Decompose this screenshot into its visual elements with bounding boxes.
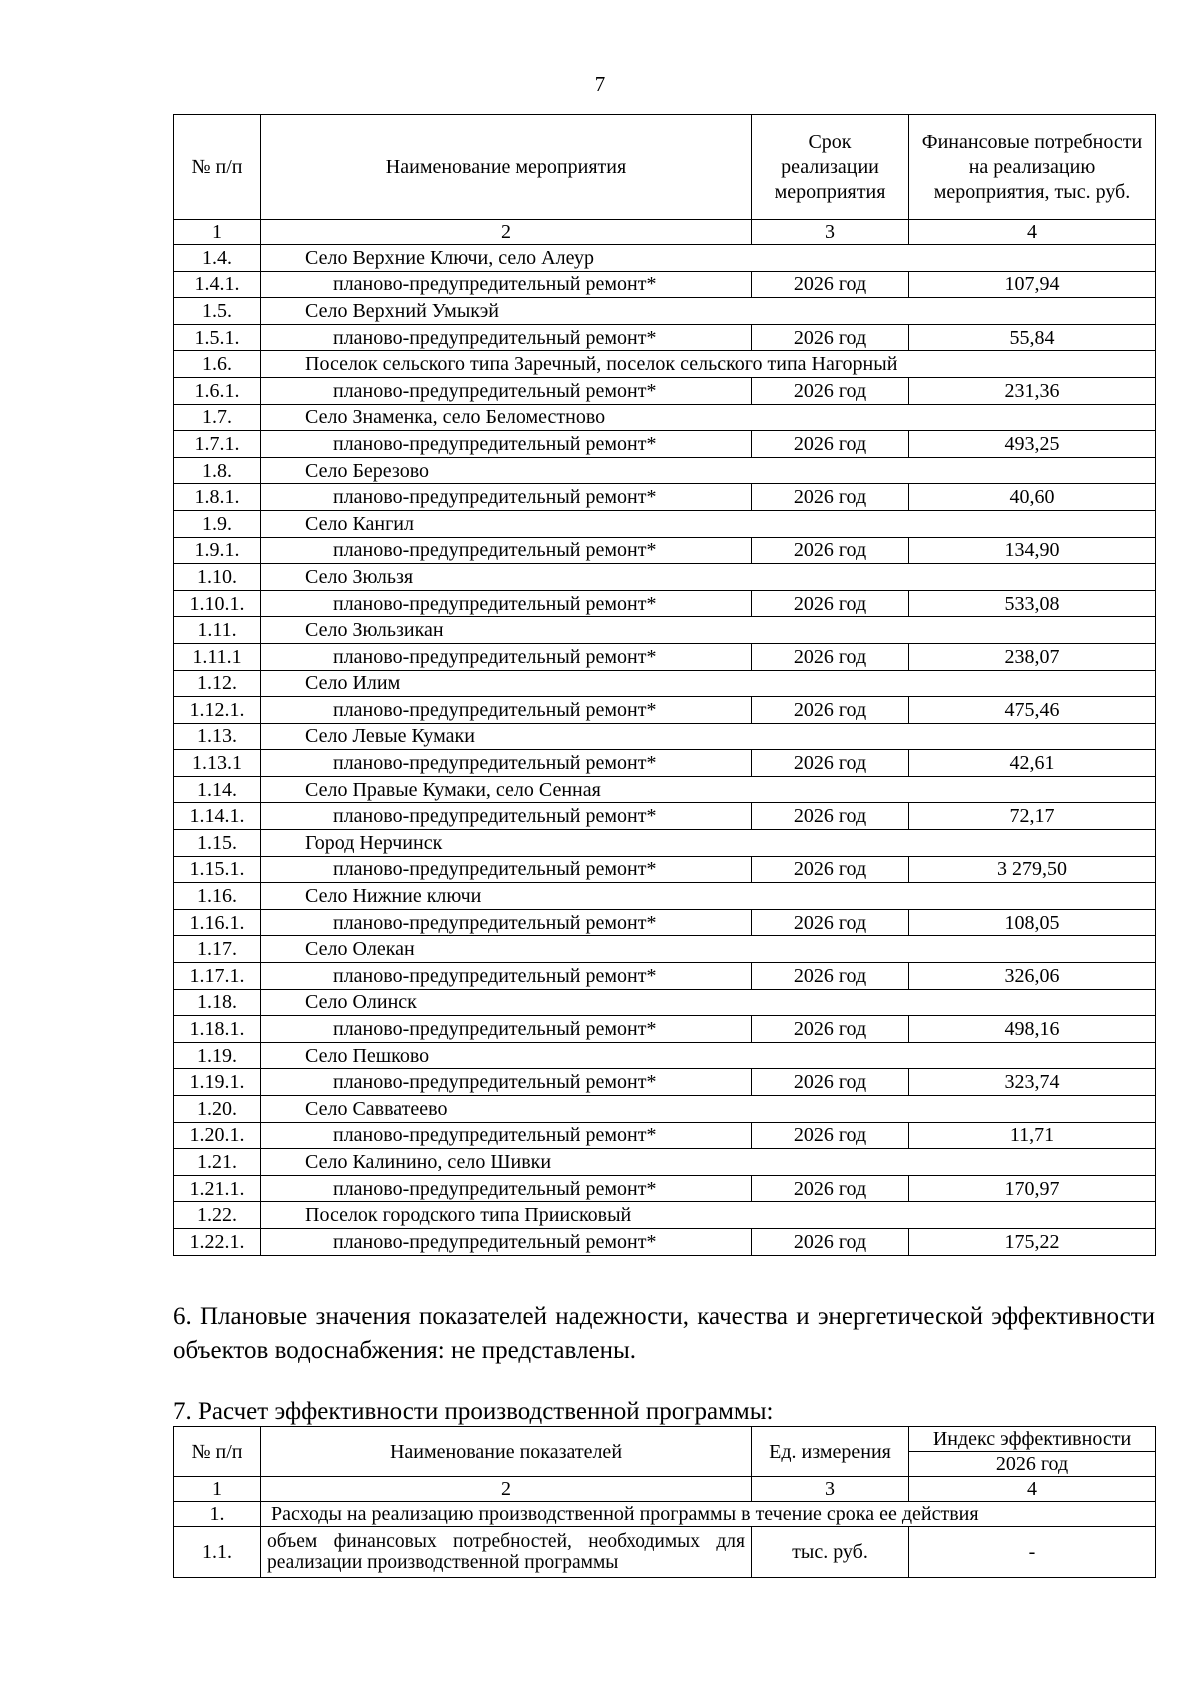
row-num: 1.7.1. bbox=[174, 431, 261, 458]
eff-section-row bbox=[174, 1502, 1156, 1527]
section-row bbox=[174, 989, 1156, 1016]
activity-name: планово-предупредительный ремонт* bbox=[261, 1122, 752, 1149]
activity-term: 2026 год bbox=[752, 750, 909, 777]
activity-name: планово-предупредительный ремонт* bbox=[261, 590, 752, 617]
row-num: 1.5.1. bbox=[174, 324, 261, 351]
activity-term: 2026 год bbox=[752, 803, 909, 830]
activity-name: планово-предупредительный ремонт* bbox=[261, 909, 752, 936]
activity-name: планово-предупредительный ремонт* bbox=[261, 484, 752, 511]
settlement-name: Поселок городского типа Приисковый bbox=[261, 1202, 1156, 1229]
section-row bbox=[174, 404, 1156, 431]
activity-term: 2026 год bbox=[752, 1228, 909, 1255]
row-num: 1.12.1. bbox=[174, 697, 261, 724]
settlement-name: Село Олекан bbox=[261, 936, 1156, 963]
section-6-text: 6. Плановые значения показателей надежности, качества и энергетической эффективности объектов водоснабжения: не представлены. bbox=[173, 1303, 1155, 1364]
column-number: 1 bbox=[174, 220, 261, 245]
section-row bbox=[174, 723, 1156, 750]
item-row bbox=[174, 1069, 1156, 1096]
eff-header-num: № п/п bbox=[174, 1427, 261, 1477]
activity-term: 2026 год bbox=[752, 271, 909, 298]
item-row bbox=[174, 643, 1156, 670]
activity-term: 2026 год bbox=[752, 909, 909, 936]
row-num: 1.6.1. bbox=[174, 377, 261, 404]
settlement-name: Село Кангил bbox=[261, 510, 1156, 537]
eff-section-num: 1. bbox=[174, 1502, 261, 1527]
activity-amount: 175,22 bbox=[909, 1228, 1156, 1255]
activity-name: планово-предупредительный ремонт* bbox=[261, 537, 752, 564]
row-num: 1.18.1. bbox=[174, 1016, 261, 1043]
row-num: 1.20.1. bbox=[174, 1122, 261, 1149]
row-num: 1.11. bbox=[174, 617, 261, 644]
activity-term: 2026 год bbox=[752, 697, 909, 724]
activity-amount: 40,60 bbox=[909, 484, 1156, 511]
section-row bbox=[174, 510, 1156, 537]
activities-table bbox=[173, 114, 1156, 1256]
row-num: 1.17.1. bbox=[174, 963, 261, 990]
activity-amount: 326,06 bbox=[909, 963, 1156, 990]
settlement-name: Село Пешково bbox=[261, 1042, 1156, 1069]
item-row bbox=[174, 1122, 1156, 1149]
activity-term: 2026 год bbox=[752, 537, 909, 564]
row-num: 1.9. bbox=[174, 510, 261, 537]
activity-amount: 42,61 bbox=[909, 750, 1156, 777]
activity-amount: 231,36 bbox=[909, 377, 1156, 404]
row-num: 1.4.1. bbox=[174, 271, 261, 298]
section-row bbox=[174, 1202, 1156, 1229]
row-num: 1.16. bbox=[174, 883, 261, 910]
header-name: Наименование мероприятия bbox=[261, 115, 752, 220]
activity-amount: 533,08 bbox=[909, 590, 1156, 617]
activity-name: планово-предупредительный ремонт* bbox=[261, 963, 752, 990]
activity-name: планово-предупредительный ремонт* bbox=[261, 271, 752, 298]
activity-amount: 475,46 bbox=[909, 697, 1156, 724]
header-term: Срок реализации мероприятия bbox=[752, 115, 909, 220]
item-row bbox=[174, 856, 1156, 883]
settlement-name: Село Верхние Ключи, село Алеур bbox=[261, 245, 1156, 272]
settlement-name: Село Зюльзикан bbox=[261, 617, 1156, 644]
item-row bbox=[174, 750, 1156, 777]
settlement-name: Город Нерчинск bbox=[261, 830, 1156, 857]
eff-header-year: 2026 год bbox=[909, 1452, 1156, 1477]
activity-amount: 498,16 bbox=[909, 1016, 1156, 1043]
activity-term: 2026 год bbox=[752, 484, 909, 511]
activity-name: планово-предупредительный ремонт* bbox=[261, 1228, 752, 1255]
eff-header-row bbox=[174, 1427, 1156, 1452]
section-row bbox=[174, 830, 1156, 857]
item-row bbox=[174, 803, 1156, 830]
item-row bbox=[174, 909, 1156, 936]
column-number: 1 bbox=[174, 1477, 261, 1502]
item-row bbox=[174, 963, 1156, 990]
efficiency-table bbox=[173, 1426, 1156, 1578]
row-num: 1.14. bbox=[174, 776, 261, 803]
activity-term: 2026 год bbox=[752, 856, 909, 883]
section-row bbox=[174, 457, 1156, 484]
activity-term: 2026 год bbox=[752, 431, 909, 458]
row-num: 1.10. bbox=[174, 564, 261, 591]
row-num: 1.12. bbox=[174, 670, 261, 697]
activity-amount: 108,05 bbox=[909, 909, 1156, 936]
section-row bbox=[174, 936, 1156, 963]
row-num: 1.8. bbox=[174, 457, 261, 484]
activity-amount: 323,74 bbox=[909, 1069, 1156, 1096]
section-row bbox=[174, 670, 1156, 697]
section-row bbox=[174, 617, 1156, 644]
row-num: 1.14.1. bbox=[174, 803, 261, 830]
settlement-name: Село Савватеево bbox=[261, 1096, 1156, 1123]
activity-name: планово-предупредительный ремонт* bbox=[261, 377, 752, 404]
section-row bbox=[174, 776, 1156, 803]
activity-amount: 3 279,50 bbox=[909, 856, 1156, 883]
row-num: 1.17. bbox=[174, 936, 261, 963]
activity-name: планово-предупредительный ремонт* bbox=[261, 431, 752, 458]
activity-name: планово-предупредительный ремонт* bbox=[261, 803, 752, 830]
settlement-name: Поселок сельского типа Заречный, поселок сельского типа Нагорный bbox=[261, 351, 1156, 378]
section-row bbox=[174, 298, 1156, 325]
header-row bbox=[174, 115, 1156, 220]
item-row bbox=[174, 1175, 1156, 1202]
settlement-name: Село Калинино, село Шивки bbox=[261, 1149, 1156, 1176]
settlement-name: Село Нижние ключи bbox=[261, 883, 1156, 910]
section-7-title: 7. Расчет эффективности производственной программы: bbox=[173, 1398, 774, 1425]
row-num: 1.15.1. bbox=[174, 856, 261, 883]
activity-amount: 107,94 bbox=[909, 271, 1156, 298]
row-num: 1.20. bbox=[174, 1096, 261, 1123]
eff-column-number-row bbox=[174, 1477, 1156, 1502]
row-num: 1.18. bbox=[174, 989, 261, 1016]
column-number: 2 bbox=[261, 1477, 752, 1502]
row-num: 1.7. bbox=[174, 404, 261, 431]
section-row bbox=[174, 564, 1156, 591]
settlement-name: Село Левые Кумаки bbox=[261, 723, 1156, 750]
activity-term: 2026 год bbox=[752, 377, 909, 404]
activity-amount: 55,84 bbox=[909, 324, 1156, 351]
item-row bbox=[174, 590, 1156, 617]
row-num: 1.9.1. bbox=[174, 537, 261, 564]
activity-name: планово-предупредительный ремонт* bbox=[261, 697, 752, 724]
activity-name: планово-предупредительный ремонт* bbox=[261, 643, 752, 670]
settlement-name: Село Березово bbox=[261, 457, 1156, 484]
settlement-name: Село Правые Кумаки, село Сенная bbox=[261, 776, 1156, 803]
section-row bbox=[174, 883, 1156, 910]
activity-amount: 72,17 bbox=[909, 803, 1156, 830]
section-row bbox=[174, 1149, 1156, 1176]
activity-amount: 238,07 bbox=[909, 643, 1156, 670]
activity-amount: 134,90 bbox=[909, 537, 1156, 564]
row-num: 1.19.1. bbox=[174, 1069, 261, 1096]
settlement-name: Село Илим bbox=[261, 670, 1156, 697]
column-number-row bbox=[174, 220, 1156, 245]
eff-header-index: Индекс эффективности bbox=[909, 1427, 1156, 1452]
activity-term: 2026 год bbox=[752, 1016, 909, 1043]
row-num: 1.22.1. bbox=[174, 1228, 261, 1255]
column-number: 3 bbox=[752, 1477, 909, 1502]
section-row bbox=[174, 351, 1156, 378]
column-number: 3 bbox=[752, 220, 909, 245]
settlement-name: Село Верхний Умыкэй bbox=[261, 298, 1156, 325]
settlement-name: Село Знаменка, село Беломестново bbox=[261, 404, 1156, 431]
settlement-name: Село Зюльзя bbox=[261, 564, 1156, 591]
section-row bbox=[174, 245, 1156, 272]
eff-item-unit: тыс. руб. bbox=[752, 1527, 909, 1578]
activity-term: 2026 год bbox=[752, 1122, 909, 1149]
row-num: 1.11.1 bbox=[174, 643, 261, 670]
activity-term: 2026 год bbox=[752, 324, 909, 351]
row-num: 1.16.1. bbox=[174, 909, 261, 936]
eff-section-name: Расходы на реализацию производственной программы в течение срока ее действия bbox=[261, 1502, 1156, 1527]
activity-term: 2026 год bbox=[752, 963, 909, 990]
activity-name: планово-предупредительный ремонт* bbox=[261, 324, 752, 351]
item-row bbox=[174, 324, 1156, 351]
settlement-name: Село Олинск bbox=[261, 989, 1156, 1016]
item-row bbox=[174, 431, 1156, 458]
eff-header-unit: Ед. измерения bbox=[752, 1427, 909, 1477]
item-row bbox=[174, 484, 1156, 511]
activity-term: 2026 год bbox=[752, 1175, 909, 1202]
section-row bbox=[174, 1096, 1156, 1123]
row-num: 1.10.1. bbox=[174, 590, 261, 617]
activity-name: планово-предупредительный ремонт* bbox=[261, 856, 752, 883]
row-num: 1.21.1. bbox=[174, 1175, 261, 1202]
activity-amount: 11,71 bbox=[909, 1122, 1156, 1149]
activity-amount: 493,25 bbox=[909, 431, 1156, 458]
activity-term: 2026 год bbox=[752, 643, 909, 670]
column-number: 2 bbox=[261, 220, 752, 245]
row-num: 1.8.1. bbox=[174, 484, 261, 511]
section-row bbox=[174, 1042, 1156, 1069]
activity-amount: 170,97 bbox=[909, 1175, 1156, 1202]
row-num: 1.22. bbox=[174, 1202, 261, 1229]
item-row bbox=[174, 1016, 1156, 1043]
column-number: 4 bbox=[909, 220, 1156, 245]
eff-item-num: 1.1. bbox=[174, 1527, 261, 1578]
activity-term: 2026 год bbox=[752, 590, 909, 617]
row-num: 1.4. bbox=[174, 245, 261, 272]
activity-name: планово-предупредительный ремонт* bbox=[261, 1016, 752, 1043]
row-num: 1.13.1 bbox=[174, 750, 261, 777]
eff-header-name: Наименование показателей bbox=[261, 1427, 752, 1477]
activity-term: 2026 год bbox=[752, 1069, 909, 1096]
header-num: № п/п bbox=[174, 115, 261, 220]
item-row bbox=[174, 537, 1156, 564]
item-row bbox=[174, 377, 1156, 404]
eff-item-row bbox=[174, 1527, 1156, 1578]
page-number: 7 bbox=[594, 72, 606, 96]
activity-name: планово-предупредительный ремонт* bbox=[261, 750, 752, 777]
eff-item-name: объем финансовых потребностей, необходимых для реализации производственной программы bbox=[261, 1527, 752, 1578]
row-num: 1.6. bbox=[174, 351, 261, 378]
row-num: 1.19. bbox=[174, 1042, 261, 1069]
row-num: 1.5. bbox=[174, 298, 261, 325]
item-row bbox=[174, 697, 1156, 724]
activity-name: планово-предупредительный ремонт* bbox=[261, 1175, 752, 1202]
item-row bbox=[174, 1228, 1156, 1255]
column-number: 4 bbox=[909, 1477, 1156, 1502]
item-row bbox=[174, 271, 1156, 298]
row-num: 1.21. bbox=[174, 1149, 261, 1176]
activity-name: планово-предупредительный ремонт* bbox=[261, 1069, 752, 1096]
row-num: 1.15. bbox=[174, 830, 261, 857]
row-num: 1.13. bbox=[174, 723, 261, 750]
header-finance: Финансовые потребности на реализацию мероприятия, тыс. руб. bbox=[909, 115, 1156, 220]
eff-item-value: - bbox=[909, 1527, 1156, 1578]
